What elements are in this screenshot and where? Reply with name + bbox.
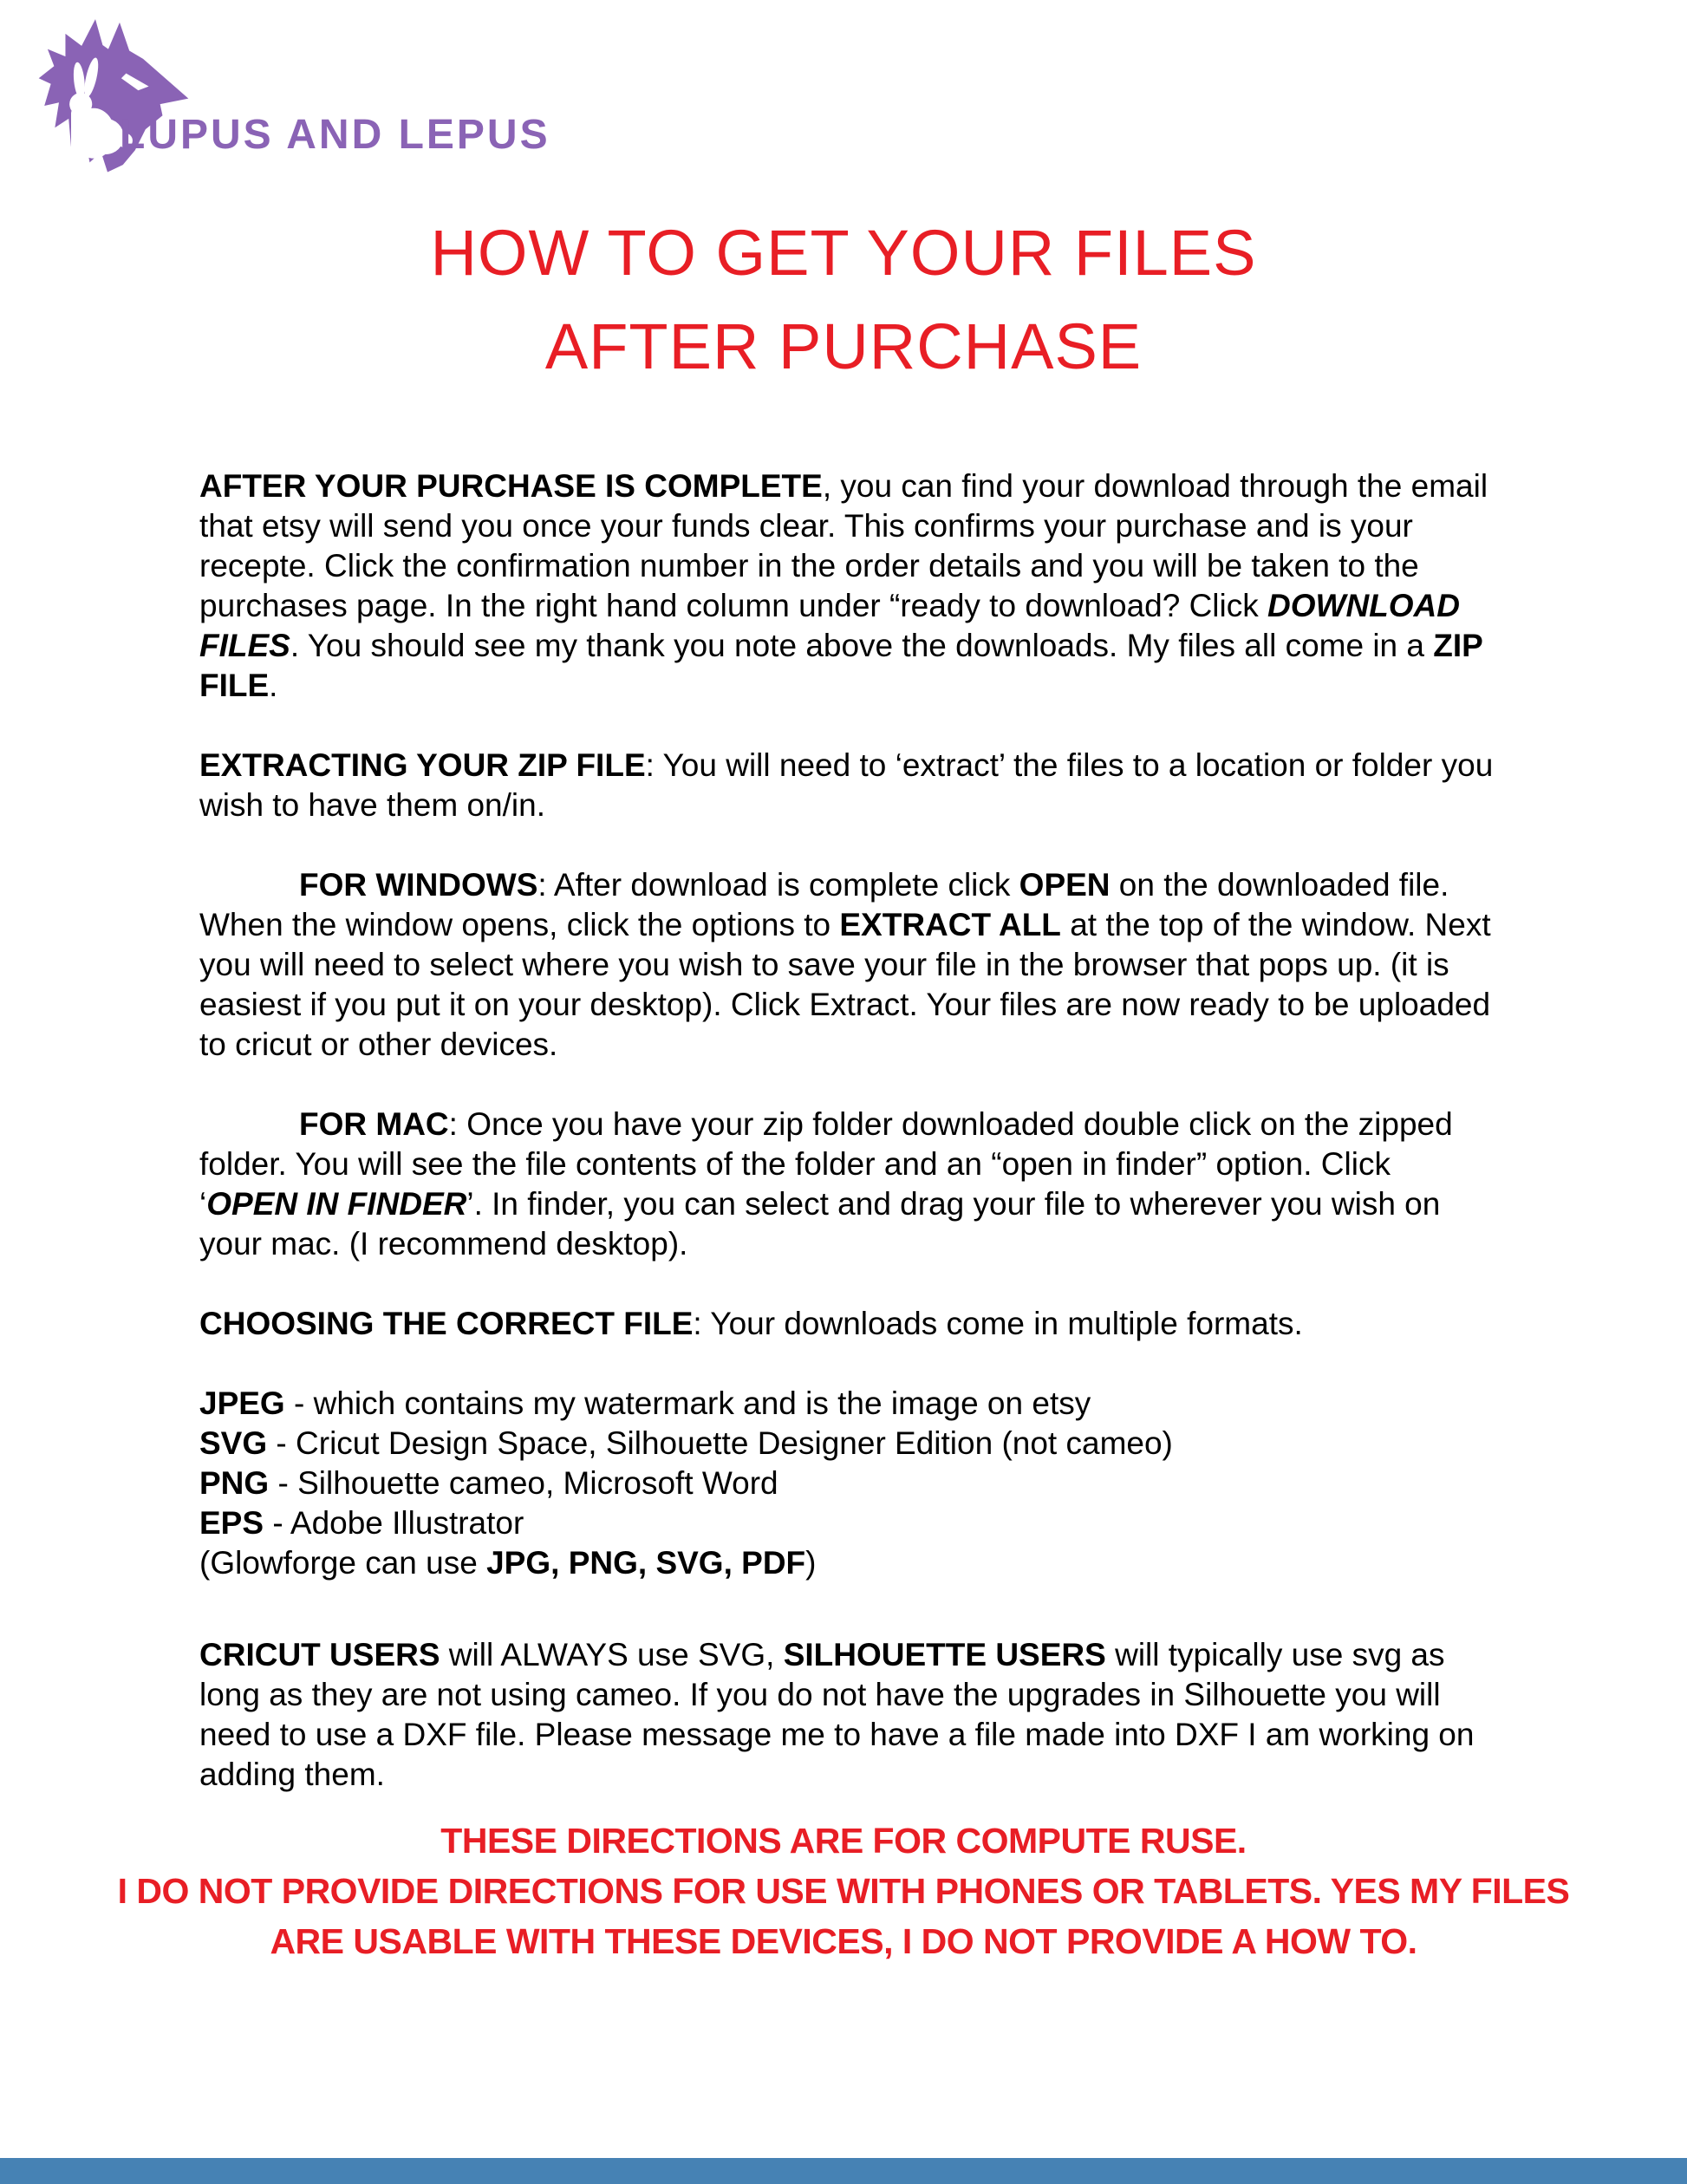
paragraph-cricut-users xyxy=(199,1635,1495,1795)
text-segment: EXTRACT ALL xyxy=(839,907,1061,942)
paragraph-choosing-file xyxy=(199,1304,1495,1344)
text-segment: PNG xyxy=(199,1465,270,1501)
format-list xyxy=(199,1384,1495,1583)
text-segment: EPS xyxy=(199,1505,264,1541)
text-segment: SILHOUETTE USERS xyxy=(783,1637,1106,1672)
text-segment: will ALWAYS use SVG, xyxy=(440,1637,784,1672)
text-segment: . You should see my thank you note above the downloads. My files all come in a xyxy=(290,628,1434,663)
text-segment: OPEN xyxy=(1019,867,1111,903)
paragraph-for-windows xyxy=(199,865,1495,1065)
text-segment: ’. In finder, you can select and drag your file to wherever you wish on your mac. (I recommend desktop). xyxy=(199,1186,1441,1262)
format-line-eps xyxy=(199,1503,1495,1543)
text-segment: FOR WINDOWS xyxy=(299,867,538,903)
text-segment: - Adobe Illustrator xyxy=(264,1505,524,1541)
paragraph-for-mac xyxy=(199,1105,1495,1264)
text-segment: DOWNLOAD FILES xyxy=(199,588,1460,663)
text-segment: - Cricut Design Space, Silhouette Designer Edition (not cameo) xyxy=(267,1425,1173,1461)
text-segment: . xyxy=(269,668,278,703)
page-title xyxy=(0,206,1687,394)
text-segment: : After download is complete click xyxy=(537,867,1019,903)
paragraph-extracting-zip xyxy=(199,746,1495,825)
text-segment: at the top of the window. Next you will need to select where you wish to save your file in the browser that pops up. (it is easiest if you put it on your desktop). Click Extract. Your files are now ready to be uploaded to cricut or other devices. xyxy=(199,907,1491,1062)
text-segment: ) xyxy=(805,1545,817,1581)
text-segment: FOR MAC xyxy=(299,1106,449,1142)
brand-name: LUPUS AND LEPUS xyxy=(120,112,550,158)
text-segment: SVG xyxy=(199,1425,268,1461)
page-title-line2: AFTER PURCHASE xyxy=(544,310,1143,382)
text-segment: - Silhouette cameo, Microsoft Word xyxy=(269,1465,778,1501)
text-segment: JPG, PNG, SVG, PDF xyxy=(486,1545,806,1581)
format-line-png xyxy=(199,1464,1495,1503)
format-line-jpeg xyxy=(199,1384,1495,1424)
text-segment: CRICUT USERS xyxy=(199,1637,440,1672)
footer-color-bar xyxy=(0,2158,1687,2184)
text-segment: ZIP FILE xyxy=(199,628,1483,703)
text-segment: OPEN IN FINDER xyxy=(206,1186,467,1222)
text-segment: : Your downloads come in multiple formats. xyxy=(693,1306,1303,1341)
text-segment: AFTER YOUR PURCHASE IS COMPLETE xyxy=(199,468,823,504)
warning-line-1: THESE DIRECTIONS ARE FOR COMPUTE RUSE. xyxy=(440,1821,1247,1861)
text-segment: : Once you have your zip folder downloaded double click on the zipped folder. You will see the file contents of the folder and an “open in finder” option. Click ‘ xyxy=(199,1106,1453,1222)
text-segment: CHOOSING THE CORRECT FILE xyxy=(199,1306,694,1341)
format-line-svg xyxy=(199,1424,1495,1464)
text-segment: EXTRACTING YOUR ZIP FILE xyxy=(199,747,646,783)
text-segment: , you can find your download through the email that etsy will send you once your funds clear. This confirms your purchase and is your recepte. Click the confirmation number in the order details and you will be taken to the purchases page. In the right hand column under “ready to download? Click xyxy=(199,468,1488,623)
text-segment: JPEG xyxy=(199,1385,285,1421)
page-title-line1: HOW TO GET YOUR FILES xyxy=(430,217,1257,289)
text-segment: on the downloaded file. When the window opens, click the options to xyxy=(199,867,1449,942)
format-line-glowforge xyxy=(199,1543,1495,1583)
logo-header xyxy=(23,9,629,186)
text-segment: (Glowforge can use xyxy=(199,1545,487,1581)
warning-line-2: I DO NOT PROVIDE DIRECTIONS FOR USE WITH PHONES OR TABLETS. YES MY FILES xyxy=(117,1871,1570,1911)
warning-notice xyxy=(0,1816,1687,1966)
warning-line-3: ARE USABLE WITH THESE DEVICES, I DO NOT PROVIDE A HOW TO. xyxy=(270,1921,1417,1961)
paragraph-after-purchase xyxy=(199,466,1495,706)
text-segment: - which contains my watermark and is the image on etsy xyxy=(284,1385,1091,1421)
text-segment: : You will need to ‘extract’ the files to a location or folder you wish to have them on/in. xyxy=(199,747,1494,823)
text-segment: will typically use svg as long as they are not using cameo. If you do not have the upgrades in Silhouette you will need to use a DXF file. Please message me to have a file made into DXF I am working on adding them. xyxy=(199,1637,1475,1792)
instructions-body xyxy=(199,466,1495,1795)
